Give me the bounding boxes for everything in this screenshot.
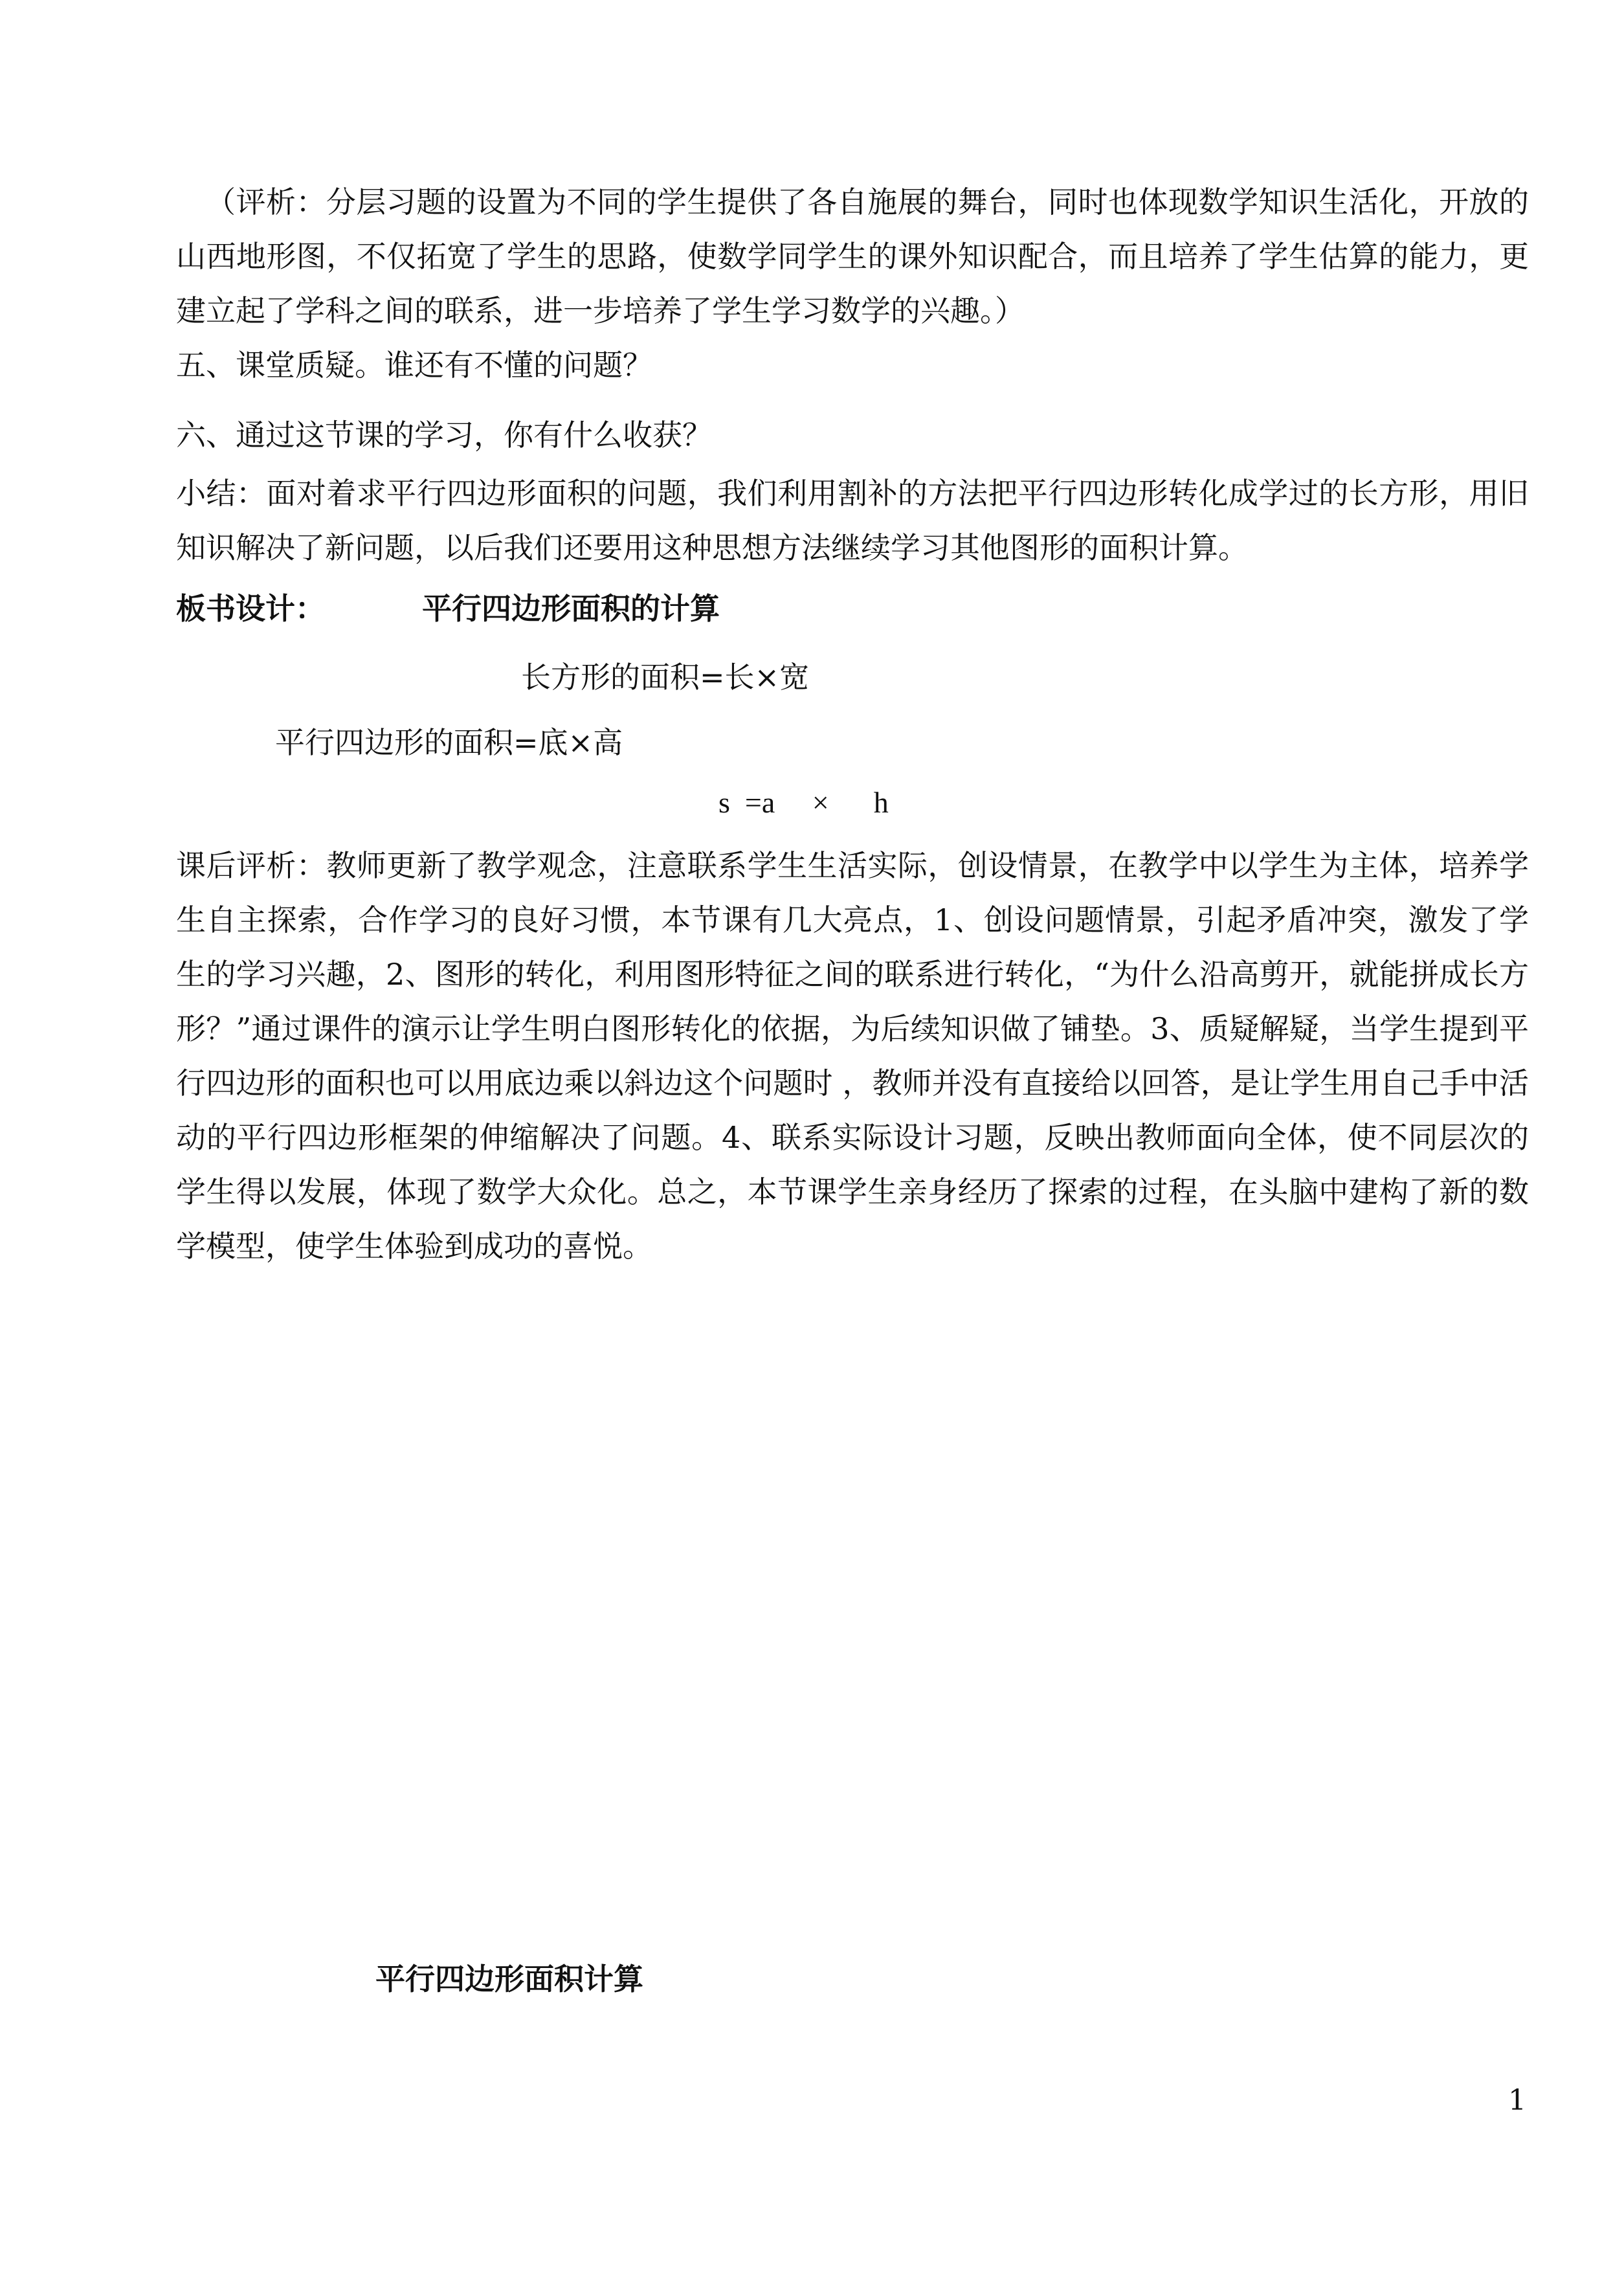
rectangle-area-formula: 长方形的面积=长×宽 — [521, 660, 810, 695]
post-lesson-review-paragraph: 课后评析：教师更新了教学观念，注意联系学生生活实际，创设情景，在教学中以学生为主体，培养学生自主探索，合作学习的良好习惯，本节课有几大亮点，1、创设问题情景，引起矛盾冲突，激发了学生的学习兴趣，2、图形的转化，利用图形特征之间的联系进行转化，“为什么沿高剪开，就能拼成长方形？”通过课件的演示让学生明白图形转化的依据，为后续知识做了铺垫。3、质疑解疑，当学生提到平行四边形的面积也可以用底边乘以斜边这个问题时 ，教师并没有直接给以回答，是让学生用自己手中活动的平行四边形框架的伸缩解决了问题。4、联系实际设计习题，反映出教师面向全体，使不同层次的学生得以发展，体现了数学大众化。总之，本节课学生亲身经历了探索的过程，在头脑中建构了新的数学模型，使学生体验到成功的喜悦。 — [176, 848, 1529, 1264]
section-six-gains: 六、通过这节课的学习，你有什么收获？ — [176, 418, 712, 453]
section-title-bottom: 平行四边形面积计算 — [375, 1962, 643, 1997]
analysis-paragraph: （评析：分层习题的设置为不同的学生提供了各自施展的舞台，同时也体现数学知识生活化，开放的山西地形图，不仅拓宽了学生的思路，使数学同学生的课外知识配合，而且培养了学生估算的能力，更建立起了学科之间的联系，进一步培养了学生学习数学的兴趣。） — [176, 185, 1529, 328]
board-design-heading — [176, 581, 720, 636]
section-five-questions: 五、课堂质疑。谁还有不懂的问题？ — [176, 348, 652, 383]
board-design-label: 板书设计： — [176, 591, 325, 626]
symbolic-area-formula: s =a × h — [718, 786, 889, 819]
page-number: 1 — [1508, 2084, 1526, 2117]
summary-paragraph: 小结：面对着求平行四边形面积的问题，我们利用割补的方法把平行四边形转化成学过的长方形，用旧知识解决了新问题，以后我们还要用这种思想方法继续学习其他图形的面积计算。 — [176, 476, 1529, 565]
board-design-title: 平行四边形面积的计算 — [422, 591, 720, 626]
parallelogram-area-formula: 平行四边形的面积=底×高 — [275, 725, 623, 760]
